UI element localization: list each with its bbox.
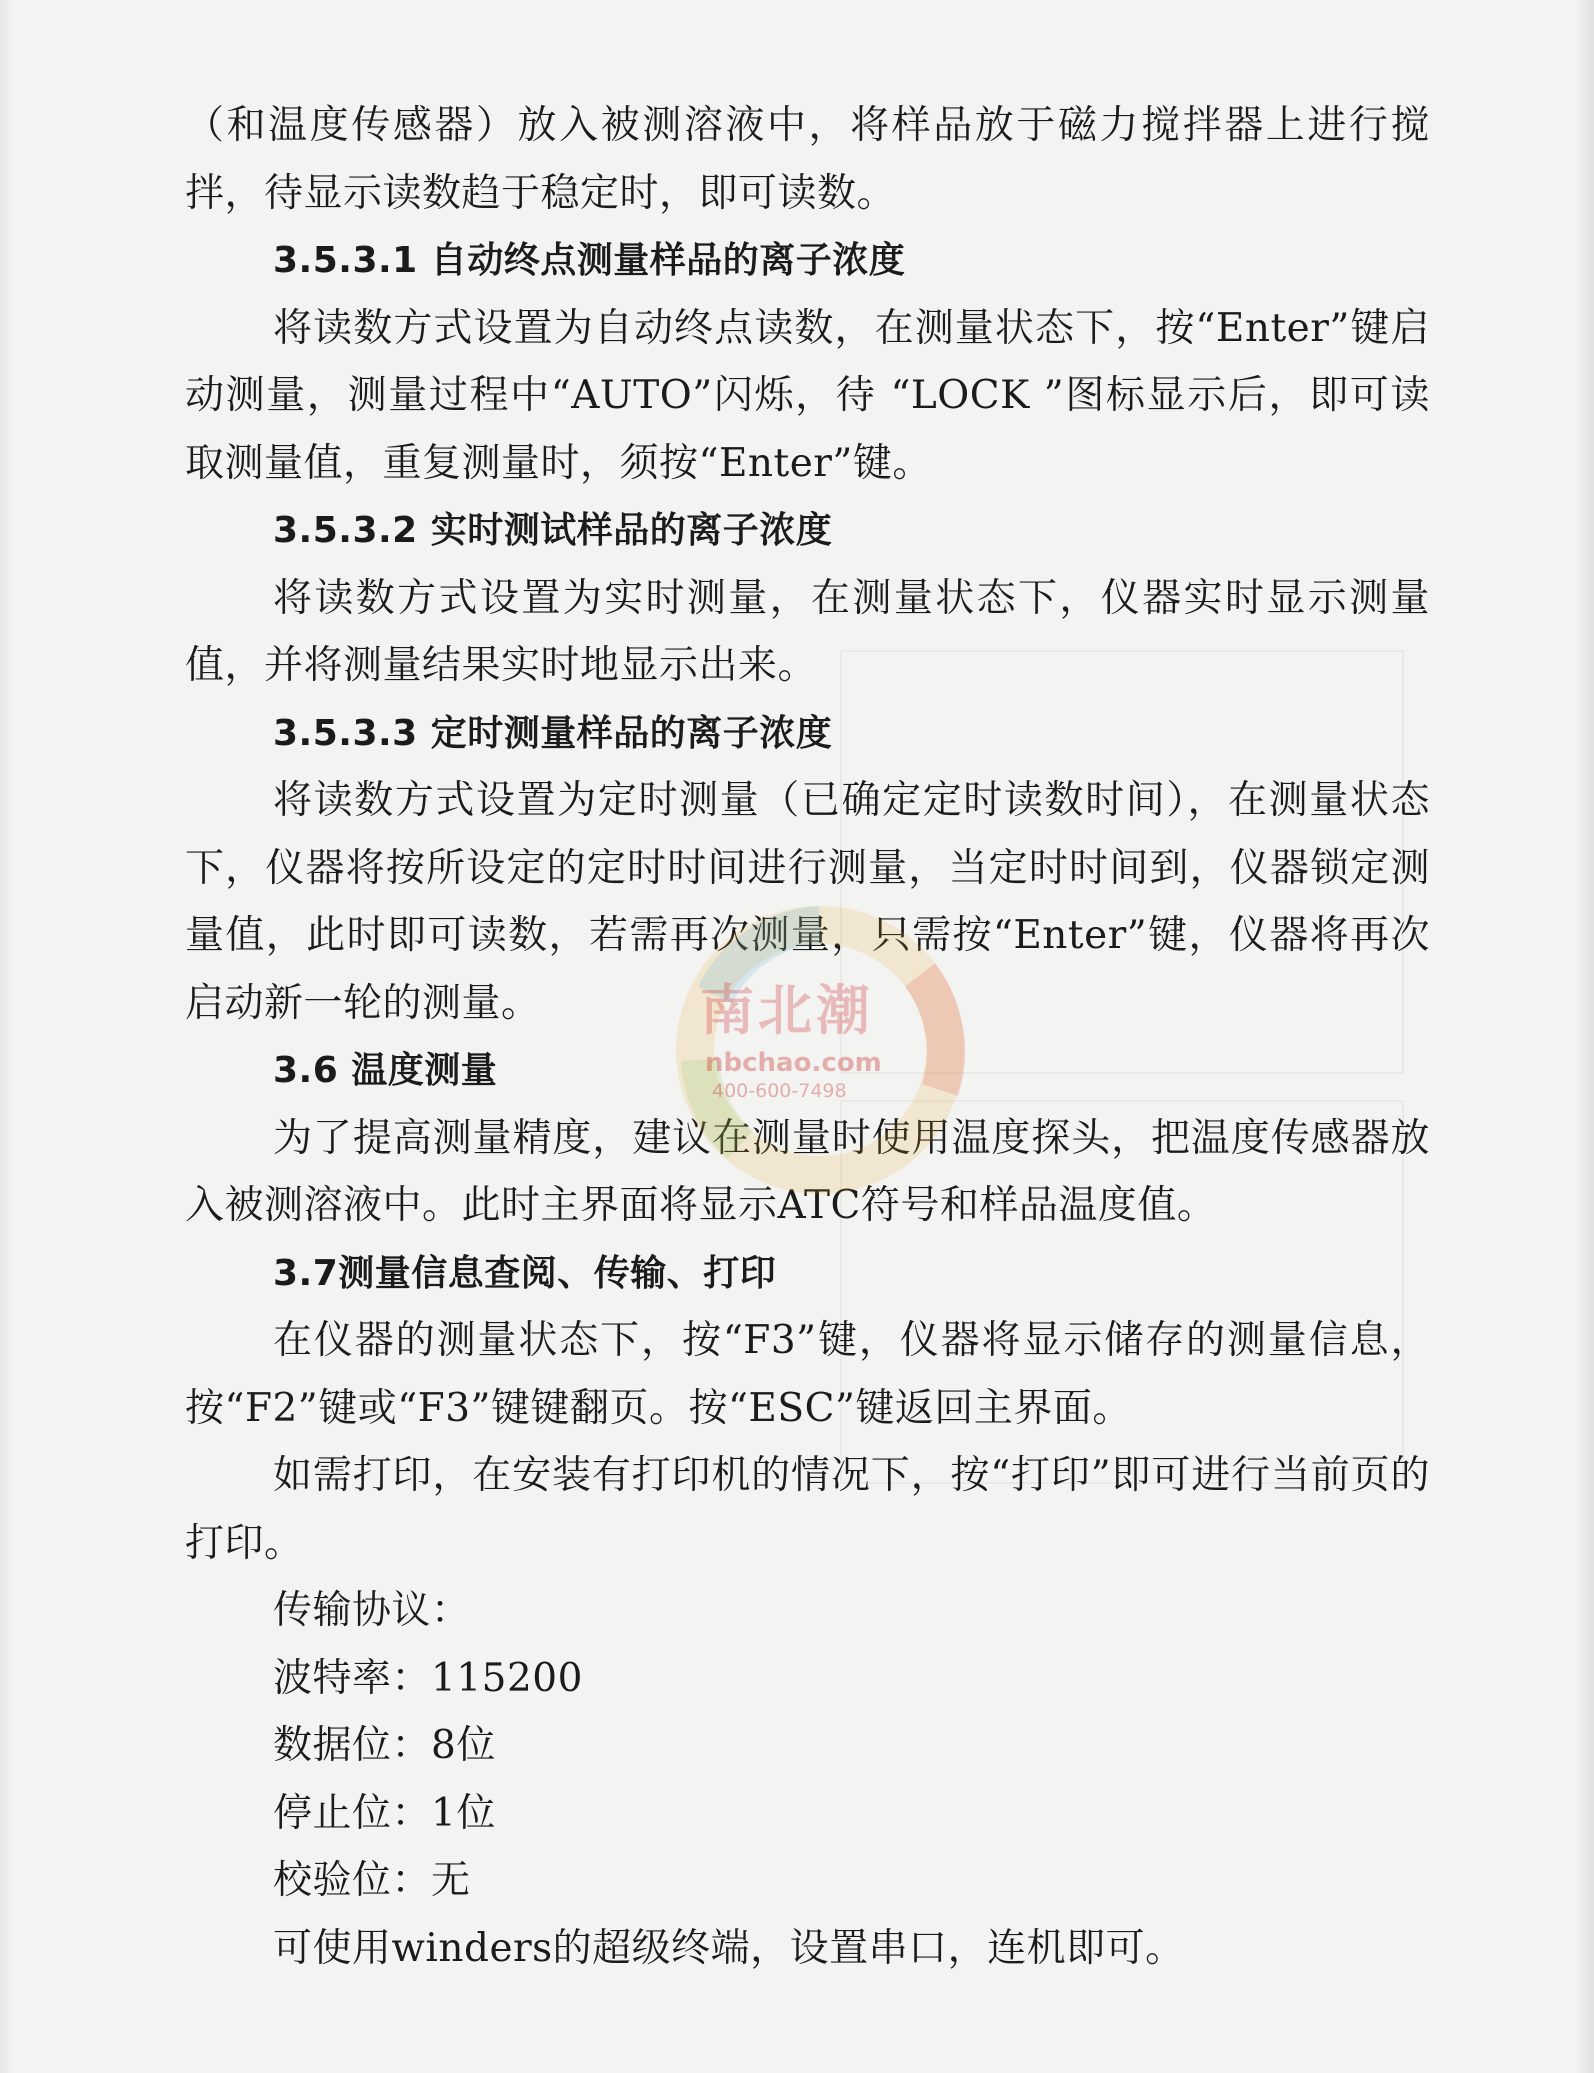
protocol-baud-rate: 波特率：115200 [273,1655,583,1701]
protocol-stop-bits: 停止位：1位 [273,1790,496,1836]
protocol-heading: 传输协议： [273,1588,471,1633]
page-edge-shadow-left [0,0,14,2073]
paragraph-realtime: 将读数方式设置为实时测量，在测量状态下，仪器实时显示测量值，并将测量结果实时地显示出来。 [185,575,1430,688]
protocol-parity: 校验位：无 [273,1858,471,1903]
paragraph-print: 如需打印，在安装有打印机的情况下，按“打印”即可进行当前页的打印。 [185,1453,1430,1566]
paragraph-view-info: 在仪器的测量状态下，按“F3”键，仪器将显示储存的测量信息，按“F2”键或“F3”键键翻页。按“ESC”键返回主界面。 [185,1318,1430,1431]
section-heading-3-6: 3.6 温度测量 [273,1050,498,1091]
watermark-brand: 南北潮 [700,979,874,1042]
watermark-url: nbchao.com [705,1048,882,1078]
watermark-phone: 400-600-7498 [712,1080,847,1102]
paragraph-temperature: 为了提高测量精度，建议在测量时使用温度探头，把温度传感器放入被测溶液中。此时主界面将显示ATC符号和样品温度值。 [185,1115,1430,1228]
section-heading-3-7: 3.7测量信息查阅、传输、打印 [273,1252,777,1294]
section-heading-3-5-3-1: 3.5.3.1 自动终点测量样品的离子浓度 [273,240,906,281]
section-heading-3-5-3-2: 3.5.3.2 实时测试样品的离子浓度 [273,510,833,551]
page-edge-shadow-right [1574,0,1594,2073]
section-heading-3-5-3-3: 3.5.3.3 定时测量样品的离子浓度 [273,712,833,754]
paragraph-continuation: （和温度传感器）放入被测溶液中，将样品放于磁力搅拌器上进行搅拌，待显示读数趋于稳定时，即可读数。 [185,103,1430,216]
protocol-data-bits: 数据位：8位 [273,1723,496,1768]
paragraph-auto-endpoint: 将读数方式设置为自动终点读数，在测量状态下，按“Enter”键启动测量，测量过程中“AUTO”闪烁，待 “LOCK ”图标显示后，即可读取测量值，重复测量时，须按“Enter”键。 [185,305,1430,486]
paragraph-timed: 将读数方式设置为定时测量（已确定定时读数时间），在测量状态下，仪器将按所设定的定时时间进行测量，当定时时间到，仪器锁定测量值，此时即可读数，若需再次测量，只需按“Enter”键，仪器将再次启动新一轮的测量。 [185,778,1430,1026]
protocol-terminal-note: 可使用winders的超级终端，设置串口，连机即可。 [273,1925,1185,1971]
